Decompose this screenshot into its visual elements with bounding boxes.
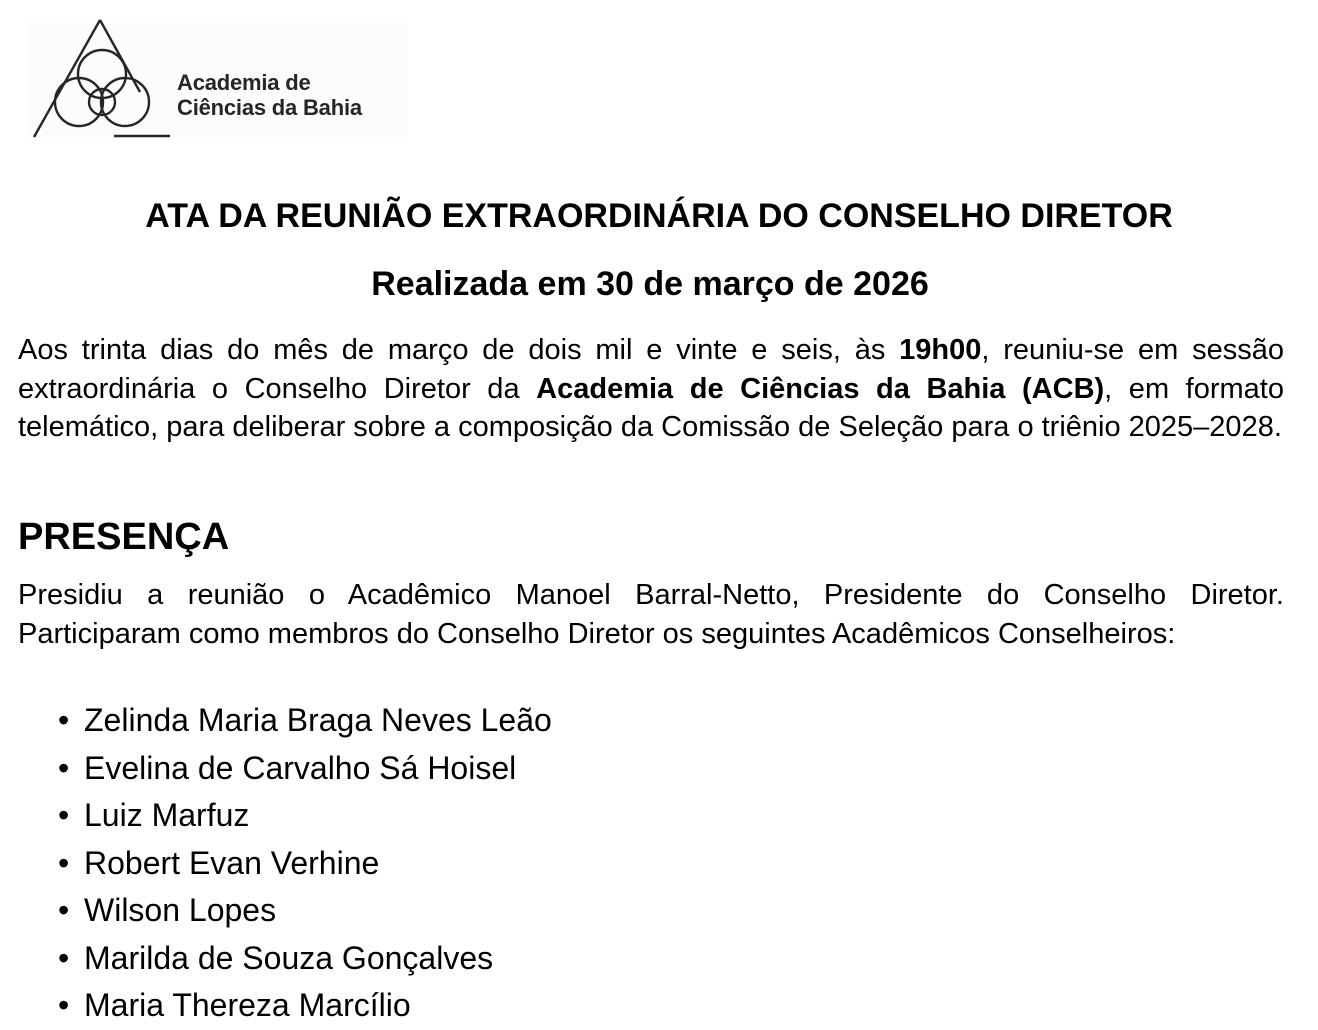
member-item [58, 840, 552, 888]
member-name: Zelinda Maria Braga Neves Leão [84, 702, 552, 738]
document-title: ATA DA REUNIÃO EXTRAORDINÁRIA DO CONSELHO DIRETOR [145, 197, 1173, 235]
member-item [58, 792, 552, 840]
member-name: Luiz Marfuz [84, 797, 250, 833]
logo-line-1: Academia de [177, 70, 311, 95]
bullet: • [58, 844, 70, 881]
logo [26, 18, 408, 138]
member-name: Wilson Lopes [84, 892, 277, 928]
intro-text-3: , em formato telemático, para deliberar sobre a composição da Comissão de Seleção para o triênio 2025–2028. [18, 372, 1284, 443]
member-name: Evelina de Carvalho Sá Hoisel [84, 749, 517, 786]
member-item [58, 982, 552, 1030]
intro-text-2: , reuniu-se em sessão extraordinária o Conselho Diretor da [18, 334, 1284, 405]
presence-paragraph: Presidiu a reunião o Acadêmico Manoel Barral-Netto, Presidente do Conselho Diretor. Participaram como membros do Conselho Diretor os seguintes Acadêmicos Conselheiros: [18, 579, 1284, 650]
member-name: Maria Thereza Marcílio [84, 987, 411, 1023]
members-list [58, 697, 552, 1030]
intro-text-1: Aos trinta dias do mês de março de dois mil e vinte e seis, às [18, 334, 900, 366]
presence-heading: PRESENÇA [18, 516, 230, 558]
member-item [58, 745, 552, 793]
logo-text [177, 70, 362, 120]
member-item [58, 697, 552, 745]
bullet: • [58, 987, 70, 1023]
member-name: Robert Evan Verhine [84, 844, 380, 881]
bullet: • [58, 702, 70, 738]
logo-line-2: Ciências da Bahia [177, 95, 362, 120]
member-name: Marilda de Souza Gonçalves [84, 939, 494, 976]
bullet: • [58, 797, 70, 833]
member-item [58, 887, 552, 935]
bullet: • [58, 939, 70, 976]
bullet: • [58, 892, 70, 928]
meeting-time: 19h00 [899, 334, 982, 366]
member-item [58, 935, 552, 983]
academy-name: Academia de Ciências da Bahia (ACB) [536, 372, 1105, 405]
document-subtitle: Realizada em 30 de março de 2026 [371, 265, 929, 303]
intro-paragraph [18, 331, 1284, 447]
acb-rings-logo-icon [28, 18, 178, 138]
bullet: • [58, 749, 70, 786]
